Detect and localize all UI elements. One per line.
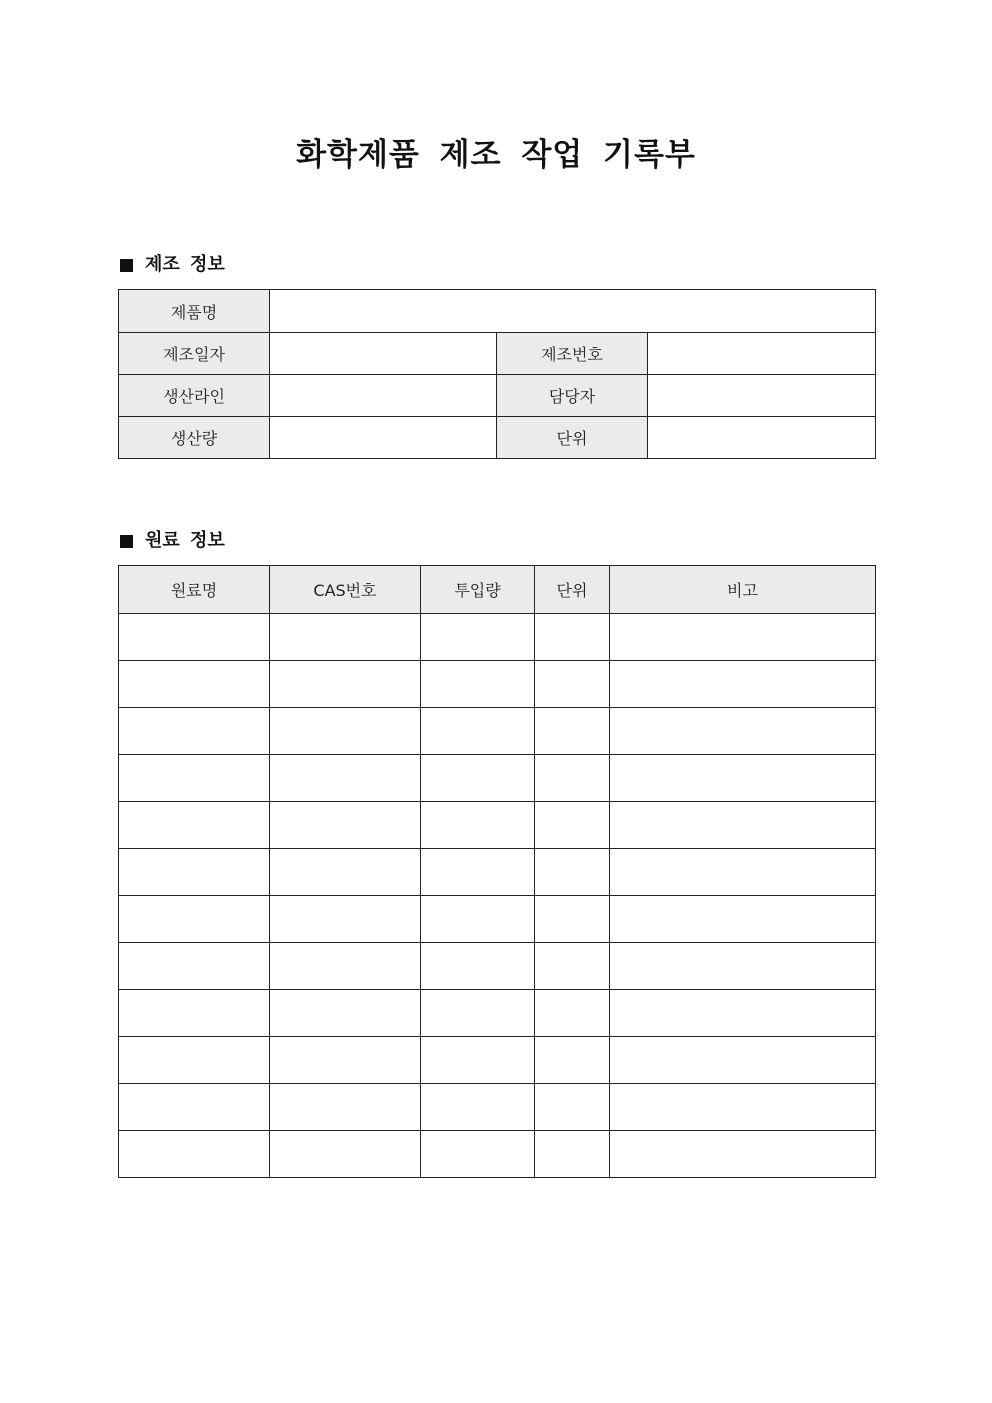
cas-number-cell[interactable] — [270, 708, 421, 755]
unit-cell[interactable] — [535, 896, 610, 943]
material-name-cell[interactable] — [119, 755, 270, 802]
manufacturing-section-heading — [118, 253, 225, 277]
input-amount-cell[interactable] — [421, 1131, 535, 1178]
raw-materials-table — [118, 565, 876, 1178]
production-quantity-field[interactable] — [270, 417, 497, 459]
unit-cell[interactable] — [535, 943, 610, 990]
material-name-cell[interactable] — [119, 990, 270, 1037]
remarks-cell[interactable] — [610, 708, 876, 755]
manufacture-date-field[interactable] — [270, 333, 497, 375]
table-row — [119, 1037, 876, 1084]
raw-materials-section-heading — [118, 529, 225, 553]
cas-number-cell[interactable] — [270, 1084, 421, 1131]
document-title: 화학제품 제조 작업 기록부 — [296, 137, 696, 173]
unit-cell[interactable] — [535, 1084, 610, 1131]
table-row — [119, 1084, 876, 1131]
remarks-cell[interactable] — [610, 943, 876, 990]
cas-number-cell[interactable] — [270, 896, 421, 943]
product-name-label: 제품명 — [119, 290, 270, 333]
unit-cell[interactable] — [535, 614, 610, 661]
input-amount-cell[interactable] — [421, 755, 535, 802]
table-row — [119, 614, 876, 661]
unit-cell[interactable] — [535, 755, 610, 802]
input-amount-cell[interactable] — [421, 896, 535, 943]
input-amount-cell[interactable] — [421, 990, 535, 1037]
input-amount-cell[interactable] — [421, 943, 535, 990]
table-row — [119, 990, 876, 1037]
remarks-cell[interactable] — [610, 849, 876, 896]
input-amount-cell[interactable] — [421, 849, 535, 896]
material-name-cell[interactable] — [119, 1084, 270, 1131]
remarks-cell[interactable] — [610, 896, 876, 943]
unit-cell[interactable] — [535, 1131, 610, 1178]
square-bullet-icon — [120, 259, 133, 272]
input-amount-cell[interactable] — [421, 1084, 535, 1131]
remarks-cell[interactable] — [610, 802, 876, 849]
person-in-charge-label: 담당자 — [497, 375, 648, 417]
production-quantity-label: 생산량 — [119, 417, 270, 459]
remarks-cell[interactable] — [610, 614, 876, 661]
table-row — [119, 1131, 876, 1178]
table-row — [119, 755, 876, 802]
table-header-row — [119, 566, 876, 614]
material-name-cell[interactable] — [119, 1037, 270, 1084]
table-row — [119, 708, 876, 755]
table-row — [119, 896, 876, 943]
table-row — [119, 849, 876, 896]
material-name-cell[interactable] — [119, 849, 270, 896]
cas-number-cell[interactable] — [270, 1131, 421, 1178]
material-name-cell[interactable] — [119, 802, 270, 849]
cas-number-cell[interactable] — [270, 755, 421, 802]
remarks-cell[interactable] — [610, 755, 876, 802]
cas-number-cell[interactable] — [270, 614, 421, 661]
cas-number-cell[interactable] — [270, 661, 421, 708]
person-in-charge-field[interactable] — [648, 375, 876, 417]
raw-materials-table-body — [119, 614, 876, 1178]
input-amount-cell[interactable] — [421, 614, 535, 661]
cas-number-cell[interactable] — [270, 849, 421, 896]
square-bullet-icon — [120, 535, 133, 548]
production-line-field[interactable] — [270, 375, 497, 417]
material-name-cell[interactable] — [119, 896, 270, 943]
production-line-label: 생산라인 — [119, 375, 270, 417]
table-row — [119, 802, 876, 849]
column-header-unit: 단위 — [535, 566, 610, 614]
input-amount-cell[interactable] — [421, 661, 535, 708]
material-name-cell[interactable] — [119, 614, 270, 661]
cas-number-cell[interactable] — [270, 1037, 421, 1084]
product-name-field[interactable] — [270, 290, 876, 333]
input-amount-cell[interactable] — [421, 1037, 535, 1084]
unit-cell[interactable] — [535, 802, 610, 849]
unit-cell[interactable] — [535, 708, 610, 755]
remarks-cell[interactable] — [610, 1131, 876, 1178]
column-header-remarks: 비고 — [610, 566, 876, 614]
remarks-cell[interactable] — [610, 990, 876, 1037]
cas-number-cell[interactable] — [270, 802, 421, 849]
manufacture-number-field[interactable] — [648, 333, 876, 375]
table-row — [119, 290, 876, 333]
material-name-cell[interactable] — [119, 661, 270, 708]
material-name-cell[interactable] — [119, 708, 270, 755]
input-amount-cell[interactable] — [421, 708, 535, 755]
column-header-cas-number: CAS번호 — [270, 566, 421, 614]
unit-cell[interactable] — [535, 1037, 610, 1084]
column-header-input-amount: 투입량 — [421, 566, 535, 614]
manufacture-number-label: 제조번호 — [497, 333, 648, 375]
remarks-cell[interactable] — [610, 1084, 876, 1131]
manufacture-date-label: 제조일자 — [119, 333, 270, 375]
cas-number-cell[interactable] — [270, 990, 421, 1037]
remarks-cell[interactable] — [610, 1037, 876, 1084]
table-row — [119, 661, 876, 708]
unit-label: 단위 — [497, 417, 648, 459]
manufacturing-info-table — [118, 289, 876, 459]
unit-cell[interactable] — [535, 990, 610, 1037]
material-name-cell[interactable] — [119, 943, 270, 990]
raw-materials-heading-text: 원료 정보 — [145, 530, 225, 551]
material-name-cell[interactable] — [119, 1131, 270, 1178]
remarks-cell[interactable] — [610, 661, 876, 708]
unit-cell[interactable] — [535, 849, 610, 896]
table-row — [119, 943, 876, 990]
cas-number-cell[interactable] — [270, 943, 421, 990]
input-amount-cell[interactable] — [421, 802, 535, 849]
unit-field[interactable] — [648, 417, 876, 459]
table-row — [119, 333, 876, 375]
table-row — [119, 417, 876, 459]
unit-cell[interactable] — [535, 661, 610, 708]
table-row — [119, 375, 876, 417]
manufacturing-heading-text: 제조 정보 — [145, 254, 225, 275]
column-header-material-name: 원료명 — [119, 566, 270, 614]
